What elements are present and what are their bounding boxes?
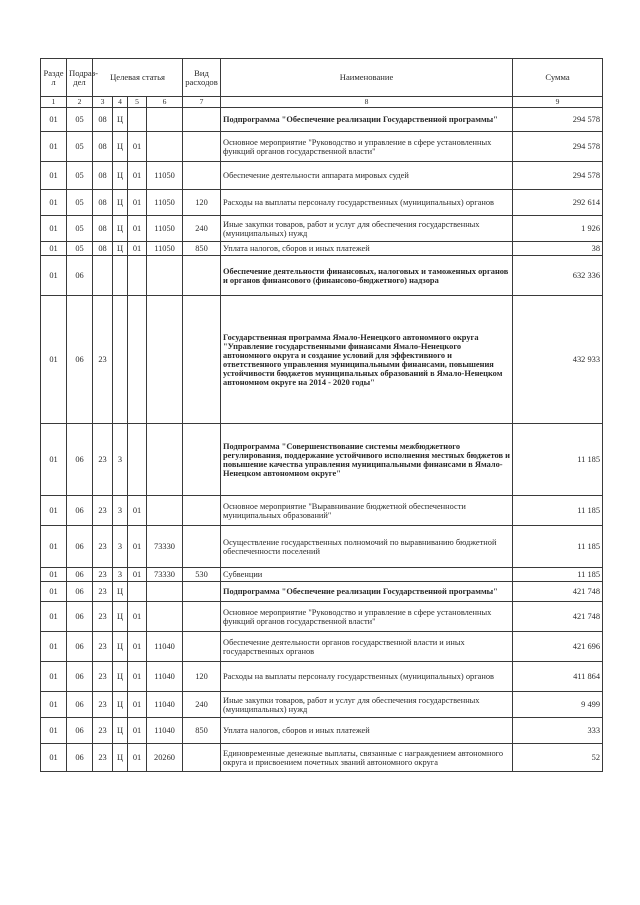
activity-code-cell (128, 256, 147, 296)
subprogram-code-cell: Ц (113, 132, 128, 162)
razdel-cell: 01 (41, 744, 67, 772)
podrazdel-cell: 06 (67, 582, 93, 602)
razdel-cell: 01 (41, 526, 67, 568)
col-index: 1 (41, 97, 67, 108)
amount-cell: 9 499 (513, 692, 603, 718)
activity-code-cell: 01 (128, 162, 147, 190)
program-code-cell: 23 (93, 744, 113, 772)
direction-code-cell (147, 256, 183, 296)
table-row (41, 582, 603, 602)
table-row (41, 496, 603, 526)
razdel-cell: 01 (41, 108, 67, 132)
program-code-cell: 23 (93, 632, 113, 662)
expense-type-cell (183, 424, 221, 496)
table-row (41, 692, 603, 718)
amount-cell: 292 614 (513, 190, 603, 216)
program-code-cell: 08 (93, 132, 113, 162)
activity-code-cell: 01 (128, 242, 147, 256)
amount-cell: 421 748 (513, 602, 603, 632)
subprogram-code-cell: 3 (113, 526, 128, 568)
direction-code-cell: 11040 (147, 662, 183, 692)
subprogram-code-cell: Ц (113, 216, 128, 242)
program-code-cell: 23 (93, 582, 113, 602)
activity-code-cell: 01 (128, 692, 147, 718)
item-name-cell: Обеспечение деятельности органов государственной власти и иных государственных органов (221, 632, 513, 662)
amount-cell: 38 (513, 242, 603, 256)
expense-type-cell (183, 108, 221, 132)
activity-code-cell: 01 (128, 496, 147, 526)
amount-cell: 294 578 (513, 162, 603, 190)
program-code-cell: 23 (93, 526, 113, 568)
expense-type-cell (183, 632, 221, 662)
amount-cell: 333 (513, 718, 603, 744)
item-name-cell: Единовременные денежные выплаты, связанные с награждением автономного округа и присвоением почетных званий автономного округа (221, 744, 513, 772)
col-index: 2 (67, 97, 93, 108)
table-row (41, 632, 603, 662)
item-name-cell: Расходы на выплаты персоналу государственных (муниципальных) органов (221, 662, 513, 692)
amount-cell: 11 185 (513, 568, 603, 582)
direction-code-cell (147, 296, 183, 424)
table-row (41, 296, 603, 424)
activity-code-cell: 01 (128, 602, 147, 632)
podrazdel-cell: 06 (67, 256, 93, 296)
razdel-cell: 01 (41, 132, 67, 162)
table-row (41, 108, 603, 132)
podrazdel-cell: 06 (67, 692, 93, 718)
table-row (41, 242, 603, 256)
podrazdel-cell: 05 (67, 190, 93, 216)
expense-type-cell (183, 132, 221, 162)
direction-code-cell (147, 108, 183, 132)
table-row (41, 526, 603, 568)
table-row (41, 132, 603, 162)
header-vid-raskhodov: Вид расходов (183, 59, 221, 97)
direction-code-cell: 11050 (147, 162, 183, 190)
podrazdel-cell: 05 (67, 162, 93, 190)
subprogram-code-cell: Ц (113, 190, 128, 216)
program-code-cell: 08 (93, 242, 113, 256)
activity-code-cell: 01 (128, 132, 147, 162)
podrazdel-cell: 06 (67, 496, 93, 526)
activity-code-cell: 01 (128, 190, 147, 216)
program-code-cell: 23 (93, 662, 113, 692)
razdel-cell: 01 (41, 582, 67, 602)
direction-code-cell: 11050 (147, 242, 183, 256)
expense-type-cell: 850 (183, 242, 221, 256)
subprogram-code-cell (113, 296, 128, 424)
activity-code-cell (128, 424, 147, 496)
table-header-row (41, 59, 603, 97)
item-name-cell: Подпрограмма "Обеспечение реализации Государственной программы" (221, 582, 513, 602)
header-podrazdel: Подраз-дел (67, 59, 93, 97)
direction-code-cell: 73330 (147, 526, 183, 568)
program-code-cell: 23 (93, 602, 113, 632)
activity-code-cell: 01 (128, 216, 147, 242)
razdel-cell: 01 (41, 568, 67, 582)
table-row (41, 216, 603, 242)
header-summa: Сумма (513, 59, 603, 97)
table-row (41, 190, 603, 216)
item-name-cell: Субвенции (221, 568, 513, 582)
expense-type-cell (183, 602, 221, 632)
activity-code-cell: 01 (128, 744, 147, 772)
item-name-cell: Подпрограмма "Совершенствование системы межбюджетного регулирования, поддержание устойчивого исполнения местных бюджетов и повышение качества управления муниципальными финансами в Ямало-Ненецком автономном округе" (221, 424, 513, 496)
razdel-cell: 01 (41, 692, 67, 718)
budget-table (40, 58, 603, 772)
subprogram-code-cell (113, 256, 128, 296)
expense-type-cell: 850 (183, 718, 221, 744)
col-index: 8 (221, 97, 513, 108)
subprogram-code-cell: 3 (113, 568, 128, 582)
expense-type-cell (183, 162, 221, 190)
expense-type-cell: 120 (183, 190, 221, 216)
item-name-cell: Государственная программа Ямало-Ненецкого автономного округа "Управление государственными финансами Ямало-Ненецкого автономного округа и создание условий для эффективного и ответственного управления муниципальными финансами, повышения устойчивости бюджетов муниципальных образований в Ямало-Ненецком автономном округе на 2014 - 2020 годы" (221, 296, 513, 424)
podrazdel-cell: 06 (67, 662, 93, 692)
program-code-cell: 23 (93, 496, 113, 526)
amount-cell: 52 (513, 744, 603, 772)
podrazdel-cell: 05 (67, 132, 93, 162)
expense-type-cell (183, 744, 221, 772)
table-row (41, 718, 603, 744)
expense-type-cell (183, 256, 221, 296)
subprogram-code-cell: Ц (113, 242, 128, 256)
subprogram-code-cell: 3 (113, 496, 128, 526)
item-name-cell: Осуществление государственных полномочий по выравниванию бюджетной обеспеченности поселений (221, 526, 513, 568)
col-index: 3 (93, 97, 113, 108)
expense-type-cell: 120 (183, 662, 221, 692)
podrazdel-cell: 06 (67, 568, 93, 582)
podrazdel-cell: 06 (67, 526, 93, 568)
activity-code-cell: 01 (128, 526, 147, 568)
program-code-cell: 08 (93, 108, 113, 132)
podrazdel-cell: 06 (67, 602, 93, 632)
subprogram-code-cell: Ц (113, 692, 128, 718)
direction-code-cell (147, 602, 183, 632)
expense-type-cell (183, 526, 221, 568)
amount-cell: 411 864 (513, 662, 603, 692)
table-row (41, 744, 603, 772)
razdel-cell: 01 (41, 496, 67, 526)
activity-code-cell: 01 (128, 718, 147, 744)
header-tselevaya-statya: Целевая статья (93, 59, 183, 97)
podrazdel-cell: 06 (67, 296, 93, 424)
direction-code-cell: 11050 (147, 190, 183, 216)
col-index: 5 (128, 97, 147, 108)
razdel-cell: 01 (41, 718, 67, 744)
amount-cell: 421 748 (513, 582, 603, 602)
razdel-cell: 01 (41, 242, 67, 256)
program-code-cell: 08 (93, 216, 113, 242)
razdel-cell: 01 (41, 162, 67, 190)
direction-code-cell: 11050 (147, 216, 183, 242)
item-name-cell: Уплата налогов, сборов и иных платежей (221, 718, 513, 744)
direction-code-cell: 11040 (147, 692, 183, 718)
subprogram-code-cell: Ц (113, 744, 128, 772)
razdel-cell: 01 (41, 632, 67, 662)
subprogram-code-cell: Ц (113, 718, 128, 744)
header-naimenovanie: Наименование (221, 59, 513, 97)
podrazdel-cell: 06 (67, 744, 93, 772)
direction-code-cell (147, 496, 183, 526)
amount-cell: 421 696 (513, 632, 603, 662)
podrazdel-cell: 05 (67, 216, 93, 242)
subprogram-code-cell: Ц (113, 662, 128, 692)
table-row (41, 162, 603, 190)
table-row (41, 256, 603, 296)
item-name-cell: Уплата налогов, сборов и иных платежей (221, 242, 513, 256)
amount-cell: 432 933 (513, 296, 603, 424)
amount-cell: 11 185 (513, 526, 603, 568)
expense-type-cell: 240 (183, 216, 221, 242)
direction-code-cell (147, 582, 183, 602)
direction-code-cell: 11040 (147, 632, 183, 662)
item-name-cell: Подпрограмма "Обеспечение реализации Государственной программы" (221, 108, 513, 132)
activity-code-cell (128, 108, 147, 132)
table-row (41, 602, 603, 632)
activity-code-cell: 01 (128, 632, 147, 662)
razdel-cell: 01 (41, 424, 67, 496)
item-name-cell: Основное мероприятие "Выравнивание бюджетной обеспеченности муниципальных образований" (221, 496, 513, 526)
amount-cell: 11 185 (513, 424, 603, 496)
table-row (41, 424, 603, 496)
activity-code-cell (128, 296, 147, 424)
header-razdel: Разде л (41, 59, 67, 97)
amount-cell: 1 926 (513, 216, 603, 242)
direction-code-cell (147, 424, 183, 496)
program-code-cell: 08 (93, 190, 113, 216)
column-index-row (41, 97, 603, 108)
program-code-cell: 23 (93, 424, 113, 496)
expense-type-cell (183, 496, 221, 526)
item-name-cell: Иные закупки товаров, работ и услуг для обеспечения государственных (муниципальных) нужд (221, 216, 513, 242)
subprogram-code-cell: Ц (113, 582, 128, 602)
subprogram-code-cell: Ц (113, 602, 128, 632)
subprogram-code-cell: Ц (113, 162, 128, 190)
activity-code-cell: 01 (128, 662, 147, 692)
podrazdel-cell: 06 (67, 632, 93, 662)
direction-code-cell: 11040 (147, 718, 183, 744)
direction-code-cell (147, 132, 183, 162)
amount-cell: 294 578 (513, 132, 603, 162)
razdel-cell: 01 (41, 662, 67, 692)
item-name-cell: Основное мероприятие "Руководство и управление в сфере установленных функций органов государственной власти" (221, 132, 513, 162)
table-row (41, 568, 603, 582)
subprogram-code-cell: 3 (113, 424, 128, 496)
program-code-cell (93, 256, 113, 296)
col-index: 4 (113, 97, 128, 108)
item-name-cell: Основное мероприятие "Руководство и управление в сфере установленных функций органов государственной власти" (221, 602, 513, 632)
subprogram-code-cell: Ц (113, 632, 128, 662)
activity-code-cell (128, 582, 147, 602)
table-row (41, 662, 603, 692)
razdel-cell: 01 (41, 216, 67, 242)
expense-type-cell: 240 (183, 692, 221, 718)
razdel-cell: 01 (41, 296, 67, 424)
activity-code-cell: 01 (128, 568, 147, 582)
item-name-cell: Иные закупки товаров, работ и услуг для обеспечения государственных (муниципальных) нужд (221, 692, 513, 718)
item-name-cell: Обеспечение деятельности аппарата мировых судей (221, 162, 513, 190)
col-index: 7 (183, 97, 221, 108)
expense-type-cell (183, 582, 221, 602)
podrazdel-cell: 06 (67, 424, 93, 496)
expense-type-cell (183, 296, 221, 424)
amount-cell: 11 185 (513, 496, 603, 526)
item-name-cell: Обеспечение деятельности финансовых, налоговых и таможенных органов и органов финансового (финансово-бюджетного) надзора (221, 256, 513, 296)
podrazdel-cell: 05 (67, 242, 93, 256)
program-code-cell: 23 (93, 296, 113, 424)
podrazdel-cell: 06 (67, 718, 93, 744)
expense-type-cell: 530 (183, 568, 221, 582)
program-code-cell: 23 (93, 692, 113, 718)
col-index: 9 (513, 97, 603, 108)
program-code-cell: 23 (93, 718, 113, 744)
item-name-cell: Расходы на выплаты персоналу государственных (муниципальных) органов (221, 190, 513, 216)
col-index: 6 (147, 97, 183, 108)
direction-code-cell: 20260 (147, 744, 183, 772)
amount-cell: 294 578 (513, 108, 603, 132)
razdel-cell: 01 (41, 256, 67, 296)
subprogram-code-cell: Ц (113, 108, 128, 132)
program-code-cell: 23 (93, 568, 113, 582)
program-code-cell: 08 (93, 162, 113, 190)
direction-code-cell: 73330 (147, 568, 183, 582)
podrazdel-cell: 05 (67, 108, 93, 132)
razdel-cell: 01 (41, 602, 67, 632)
razdel-cell: 01 (41, 190, 67, 216)
amount-cell: 632 336 (513, 256, 603, 296)
